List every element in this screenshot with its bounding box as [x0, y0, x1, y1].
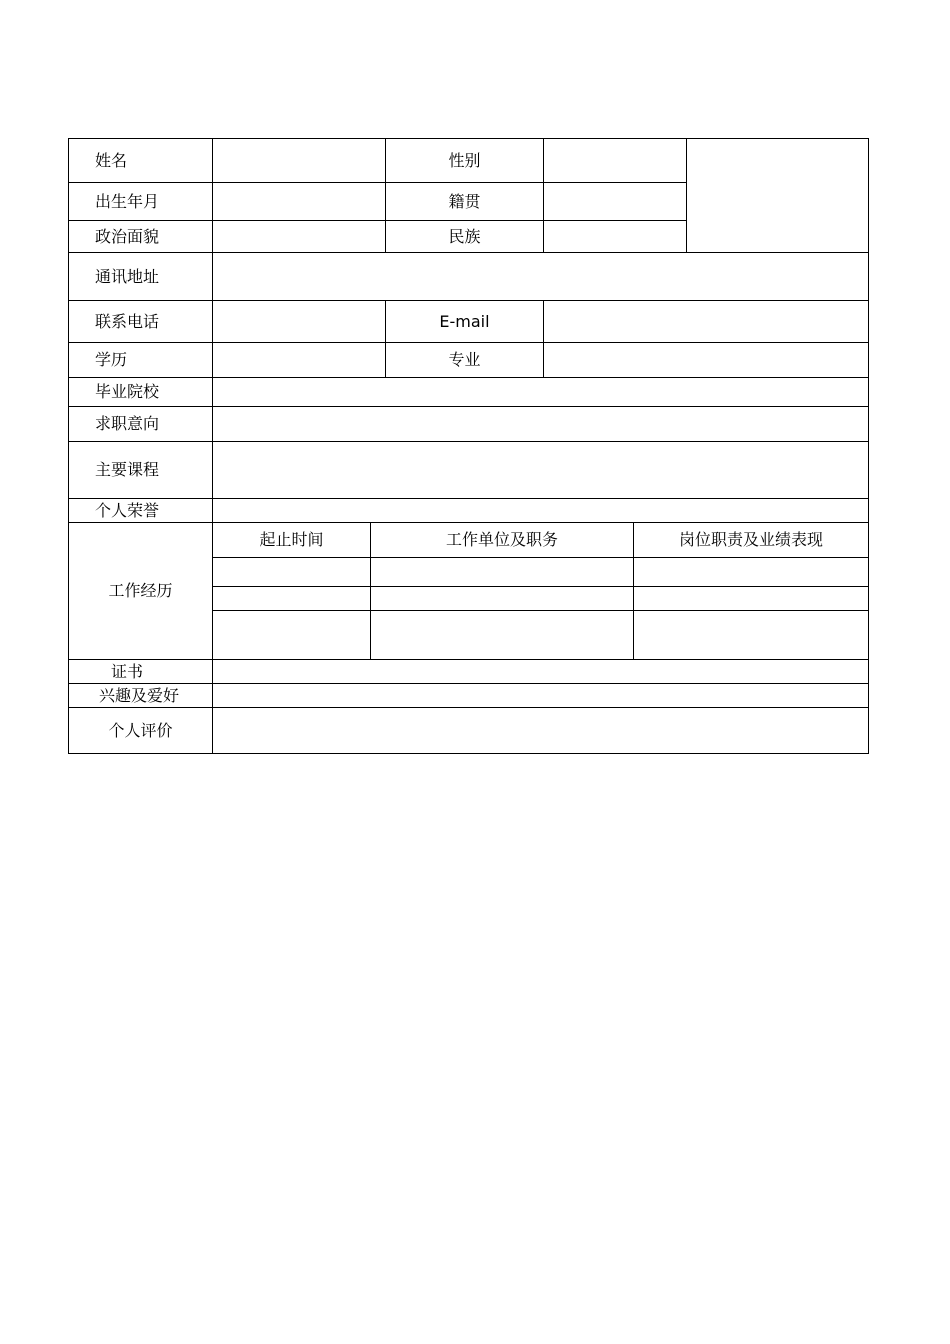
- work-company-cell[interactable]: [371, 611, 634, 660]
- address-field[interactable]: [213, 253, 869, 301]
- certificates-field[interactable]: [213, 660, 869, 684]
- honors-field[interactable]: [213, 499, 869, 523]
- work-header-duties: 岗位职责及业绩表现: [634, 523, 869, 558]
- education-label: 学历: [69, 343, 213, 378]
- education-field[interactable]: [213, 343, 386, 378]
- native-place-field[interactable]: [544, 183, 687, 221]
- email-label: E-mail: [386, 301, 544, 343]
- gender-label: 性别: [386, 139, 544, 183]
- main-courses-field[interactable]: [213, 442, 869, 499]
- address-label: 通讯地址: [69, 253, 213, 301]
- phone-label: 联系电话: [69, 301, 213, 343]
- phone-field[interactable]: [213, 301, 386, 343]
- honors-label: 个人荣誉: [69, 499, 213, 523]
- work-duties-cell[interactable]: [634, 558, 869, 587]
- self-evaluation-field[interactable]: [213, 708, 869, 754]
- native-place-label: 籍贯: [386, 183, 544, 221]
- job-intention-field[interactable]: [213, 407, 869, 442]
- work-duties-cell[interactable]: [634, 587, 869, 611]
- main-courses-label: 主要课程: [69, 442, 213, 499]
- major-label: 专业: [386, 343, 544, 378]
- certificates-label: 证书: [69, 660, 213, 684]
- email-field[interactable]: [544, 301, 869, 343]
- work-company-cell[interactable]: [371, 587, 634, 611]
- gender-field[interactable]: [544, 139, 687, 183]
- birth-label: 出生年月: [69, 183, 213, 221]
- ethnicity-label: 民族: [386, 221, 544, 253]
- work-header-company: 工作单位及职务: [371, 523, 634, 558]
- work-period-cell[interactable]: [213, 587, 371, 611]
- work-period-cell[interactable]: [213, 558, 371, 587]
- work-company-cell[interactable]: [371, 558, 634, 587]
- school-field[interactable]: [213, 378, 869, 407]
- major-field[interactable]: [544, 343, 869, 378]
- job-intention-label: 求职意向: [69, 407, 213, 442]
- political-status-label: 政治面貌: [69, 221, 213, 253]
- name-field[interactable]: [213, 139, 386, 183]
- birth-field[interactable]: [213, 183, 386, 221]
- ethnicity-field[interactable]: [544, 221, 687, 253]
- political-status-field[interactable]: [213, 221, 386, 253]
- name-label: 姓名: [69, 139, 213, 183]
- self-evaluation-label: 个人评价: [69, 708, 213, 754]
- resume-table: [68, 138, 869, 754]
- hobbies-field[interactable]: [213, 684, 869, 708]
- school-label: 毕业院校: [69, 378, 213, 407]
- photo-area[interactable]: [687, 139, 869, 253]
- resume-form: [68, 138, 868, 754]
- work-experience-label: 工作经历: [69, 523, 213, 660]
- work-header-period: 起止时间: [213, 523, 371, 558]
- work-period-cell[interactable]: [213, 611, 371, 660]
- work-duties-cell[interactable]: [634, 611, 869, 660]
- hobbies-label: 兴趣及爱好: [69, 684, 213, 708]
